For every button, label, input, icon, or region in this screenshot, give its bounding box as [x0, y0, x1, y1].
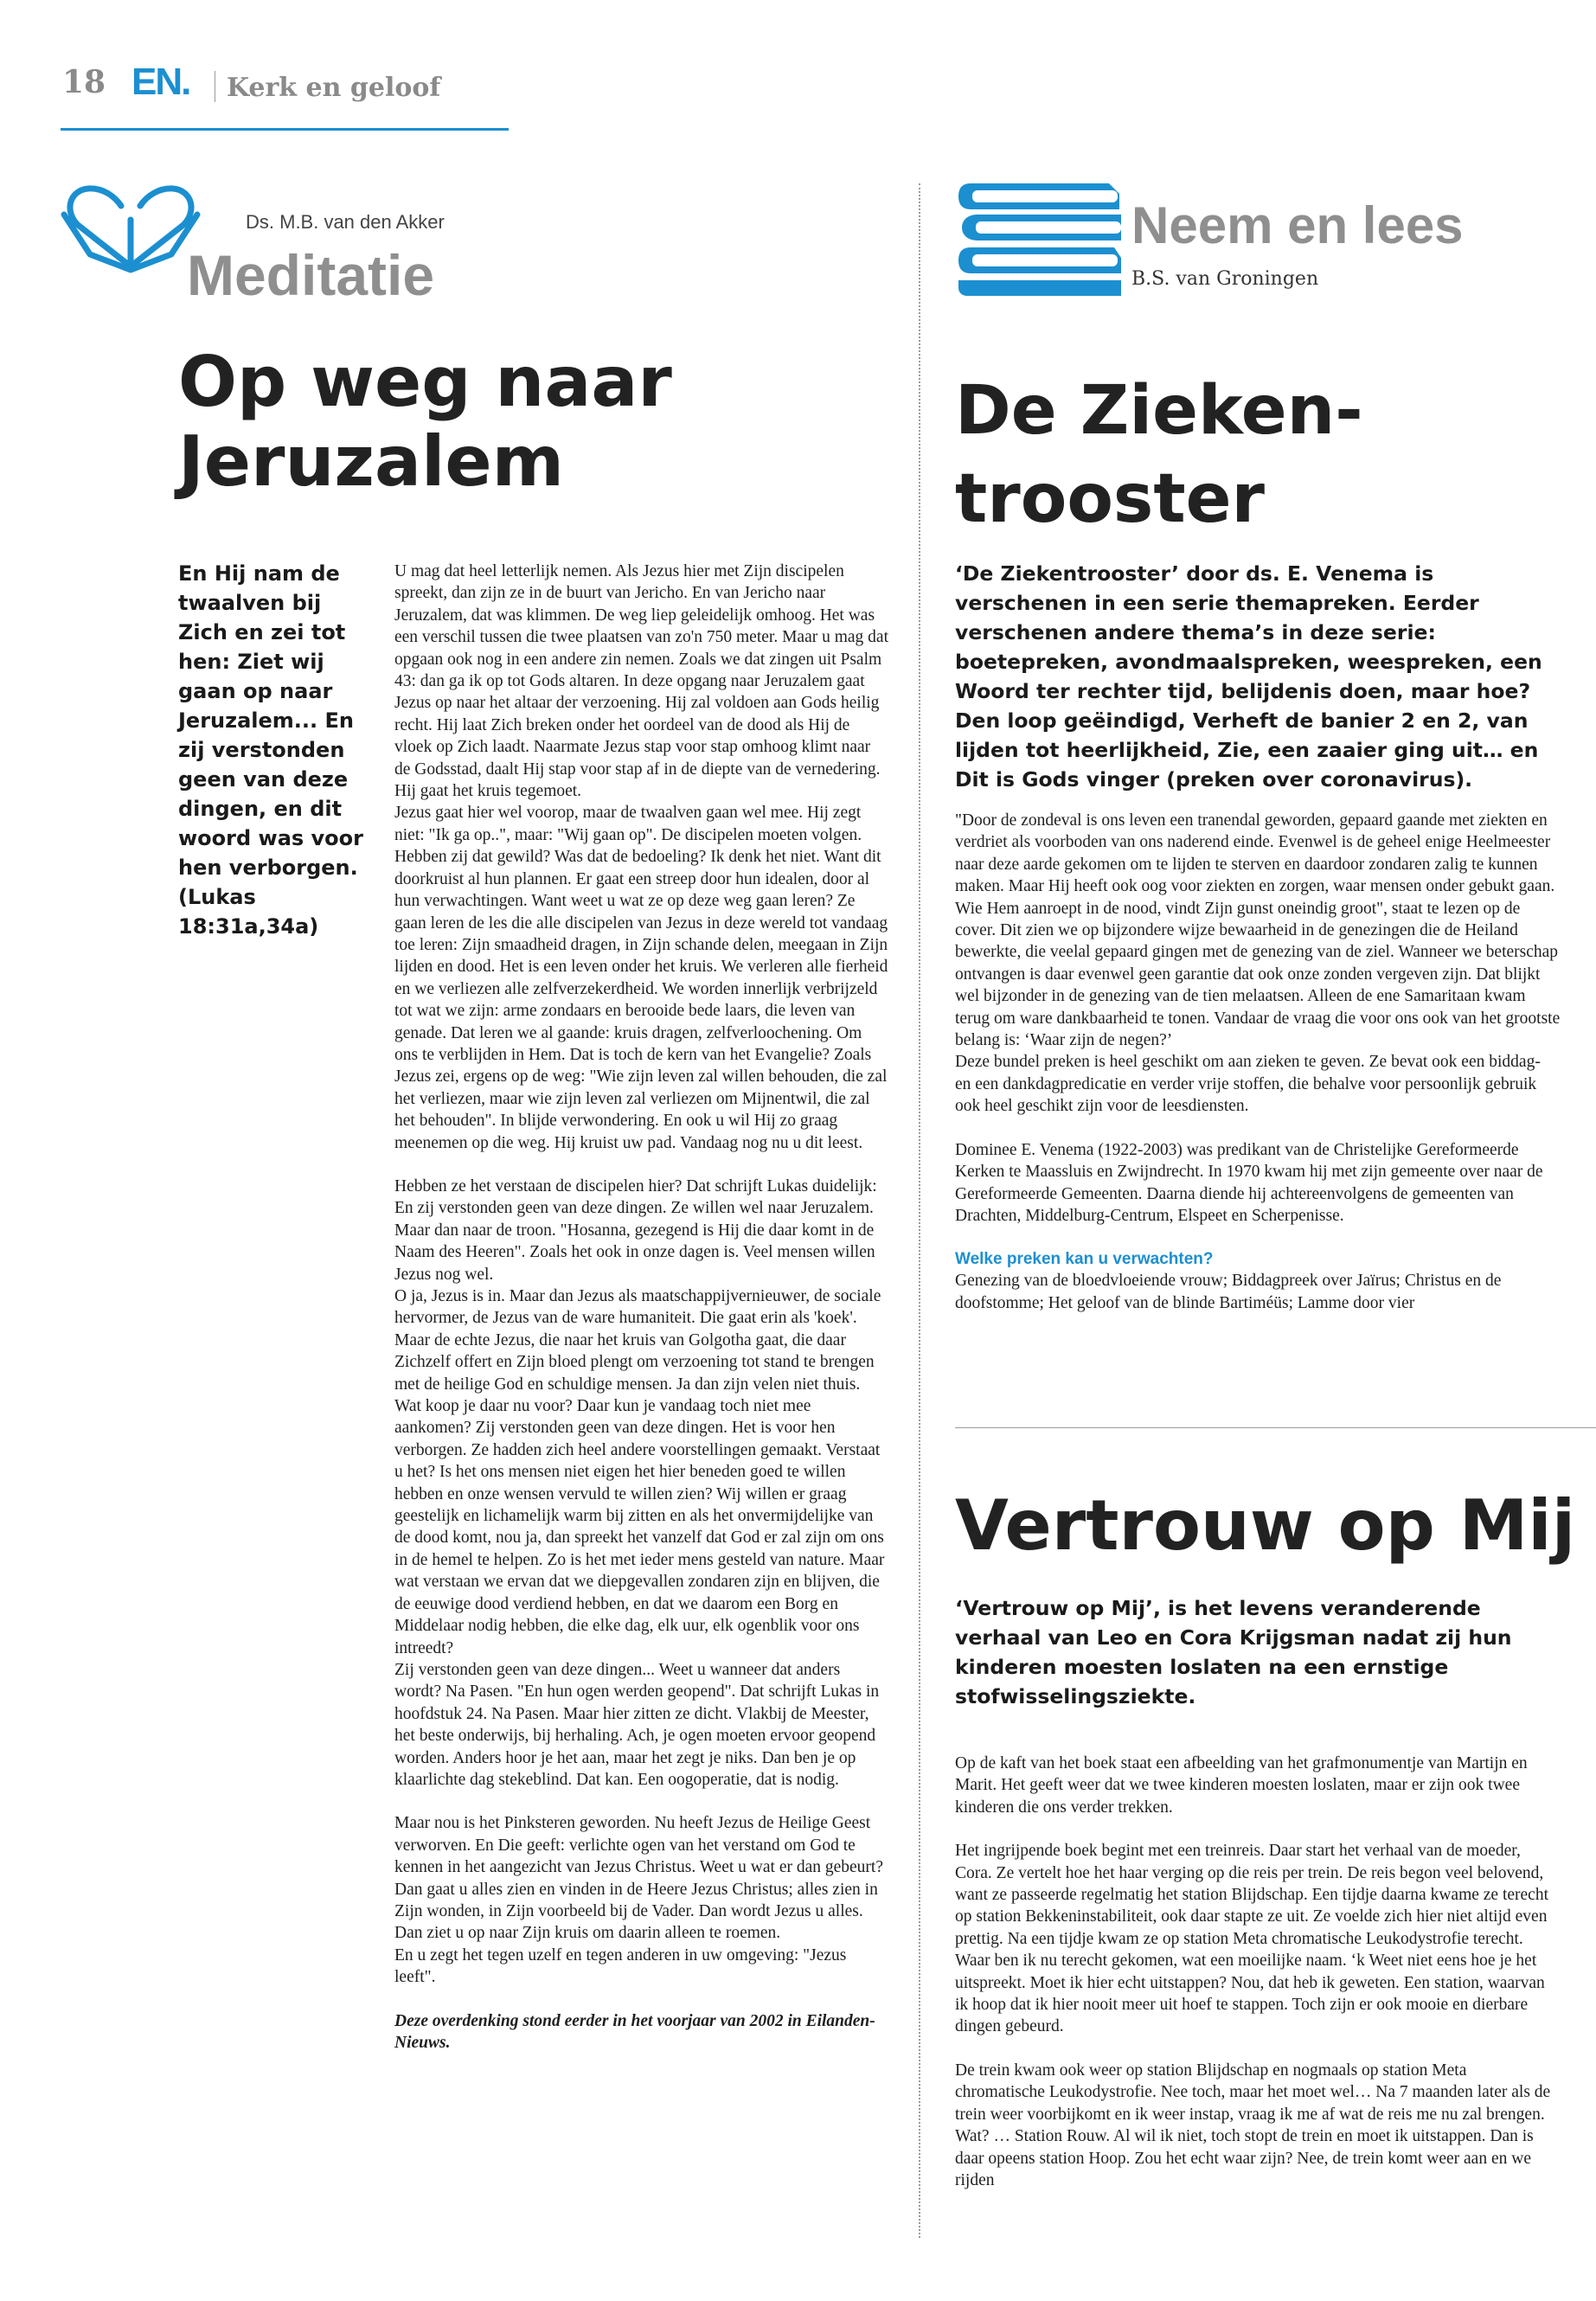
page-number: 18 [62, 64, 106, 100]
article-paragraph: Genezing van de bloedvloeiende vrouw; Biddagpreek over Jaïrus; Christus en de doofstomme; Het geloof van de blinde Bartiméüs; Lamme door vier [955, 1272, 1502, 1312]
meditatie-author: Ds. M.B. van den Akker [246, 211, 445, 233]
meditatie-title: Op weg naar Jeruzalem [178, 342, 672, 502]
stacked-books-icon [955, 180, 1125, 299]
article-title: Vertrouw op Mij [955, 1485, 1576, 1566]
article-paragraph: Dominee E. Venema (1922-2003) was predikant van de Christelijke Gereformeerde Kerken te Maassluis en Zwijndrecht. In 1970 kwam hij met zijn gemeente over naar de Gereformeerde Gemeenten. Daarna diende hij achtereenvolgens de gemeenten van Drachten, Middelburg-Centrum, Elspeet en Scherpenisse. [955, 1140, 1543, 1225]
open-book-heart-icon [61, 180, 201, 275]
meditatie-paragraph: O ja, Jezus is in. Maar dan Jezus als maatschappijvernieuwer, de sociale hervormer, de Jezus van de ware humaniteit. Die gaat erin als 'koek'. Maar de echte Jezus, die naar het kruis van Golgotha gaat, die daar Zichzelf offert en Zijn bloed plengt om verzoening tot stand te brengen met de heilige God en schuldige mensen. Ja dan zijn velen niet thuis. Wat koop je daar nu voor? Daar kun je vandaag toch niet mee aankomen? Zij verstonden geen van deze dingen. Het is voor hen verborgen. Ze hadden zich heel andere voorstellingen gemaakt. Verstaat u het? Is het ons mensen niet eigen het hier beneden goed te willen hebben en onze wensen vervuld te willen zien? Wij willen er graag geestelijk en lichamelijk warm bij zitten en als het onvermijdelijke van de dood komt, nou ja, dan spreekt het vanzelf dat God er zal zijn om ons in de hemel te helpen. Zo is het met ieder mens gesteld van nature. Maar wat verstaan we ervan dat we diepgevallen zondaren zijn en blijven, die de eeuwige dood verdiend hebben, en dat we daarom een Borg en Middelaar nodig hebben, die elke dag, elk uur, elk ogenblik voor ons intreedt? [394, 1287, 885, 1657]
article-body [955, 810, 1561, 1314]
article-title: De Zieken-trooster [955, 372, 1363, 538]
meditatie-paragraph: Zij verstonden geen van deze dingen... Weet u wanneer dat anders wordt? Na Pasen. "En hun ogen werden geopend". Dat schrijft Lukas in hoofdstuk 24. Na Pasen. Maar hier zitten ze dicht. Vlakbij de Meester, het beste onderwijs, bij herhaling. Ach, je ogen moeten ervoor geopend worden. Anders hoor je het aan, maar het zegt je niks. Dan ben je op klaarlichte dag stekeblind. Dat kan. Een oogoperatie, dat is nodig. [394, 1660, 880, 1789]
meditatie-body [394, 561, 889, 2054]
article-paragraph: "Door de zondeval is ons leven een tranendal geworden, gepaard gaande met ziekten en verdriet als voorboden van ons naderend einde. Evenwel is de geheel enige Heelmeester naar deze aarde gekomen om te lijden te sterven en daardoor zondaren zalig te kunnen maken. Maar Hij heeft ook oog voor ziekten en zorgen, waar mensen onder gebukt gaan. Wie Hem aanroept in de nood, vindt Zijn gunst oneindig groot", staat te lezen op de cover. Dit zien we op bijzondere wijze bewaarheid in de genezingen die de Heiland bewerkte, die veelal gepaard gingen met de genezing van de ziel. Wanneer we beterschap ontvangen is daar evenwel geen garantie dat ook onze zonden vergeven zijn. Dat blijkt wel bijzonder in de genezing van de tien melaatsen. Alleen de ene Samaritaan kwam terug om ware dankbaarheid te tonen. Vandaar de vraag die voor ons ook van het grootste belang is: ‘Waar zijn de negen?’ [955, 811, 1561, 1050]
source-note: Deze overdenking stond eerder in het voorjaar van 2002 in Eilanden-Nieuws. [394, 2011, 875, 2052]
article-paragraph: Deze bundel preken is heel geschikt om aan zieken te geven. Ze bevat ook een biddag- en een dankdagpredicatie en verder vrije stoffen, die behalve voor persoonlijk gebruik ook heel geschikt zijn voor de leesdiensten. [955, 1053, 1541, 1116]
article-separator [955, 1427, 1596, 1428]
article-paragraph: Het ingrijpende boek begint met een treinreis. Daar start het verhaal van de moeder, Cora. Ze vertelt hoe het haar verging op die reis per trein. De reis begon veel belovend, want ze passeerde regelmatig het station Blijdschap. Een tijdje daarna kwame ze terecht op station Bekkeninstabiliteit, ook daar stapte ze uit. Ze voelde zich hier niet altijd even prettig. Na een tijdje kwam ze op station Meta chromatische Leukodystrofie terecht. Waar ben ik nu terecht gekomen, wat een moeilijke naam. ‘k Weet niet eens hoe je het uitspreekt. Moet ik hier echt uitstappen? Nou, dat heb ik geweten. Een station, waarvan ik hoop dat ik hier nooit meer uit hoef te stappen. Toch zijn er ook mooie en dierbare dingen gebeurd. [955, 1842, 1549, 2036]
article-paragraph: Op de kaft van het boek staat een afbeelding van het grafmonumentje van Martijn en Marit. Het geeft weer dat we twee kinderen moesten loslaten, maar er zijn ook twee kinderen die ons verder trekken. [955, 1754, 1528, 1817]
meditatie-paragraph: En u zegt het tegen uzelf en tegen anderen in uw omgeving: "Jezus leeft". [394, 1945, 847, 1987]
scripture-quote: En Hij nam de twaalven bij Zich en zei tot hen: Ziet wij gaan op naar Jeruzalem... En zij verstonden geen van deze dingen, en dit woord was voor hen verborgen. (Lukas 18:31a,34a) [178, 561, 363, 939]
publication-logo: EN. [131, 61, 190, 103]
meditatie-kicker: Meditatie [187, 243, 435, 307]
article-paragraph: De trein kwam ook weer op station Blijdschap en nogmaals op station Meta chromatische Leukodystrofie. Nee toch, maar het moet wel… Na 7 maanden later als de trein weer voorbijkomt en ik weer instap, vraag ik me af wat de reis me nu zal brengen. Wat? … Station Rouw. Al wil ik niet, toch stopt de trein en moet ik uitstappen. Dan is daar opeens station Hoop. Zou het echt waar zijn? Nee, de trein komt weer aan en we rijden [955, 2061, 1551, 2189]
column-divider [919, 183, 920, 2238]
header-rule [61, 128, 509, 131]
article-intro: ‘Vertrouw op Mij’, is het levens veranderende verhaal van Leo en Cora Krijgsman nadat zij hun kinderen moesten loslaten na een ernstige stofwisselingsziekte. [955, 1596, 1512, 1708]
article-subheading: Welke preken kan u verwachten? [955, 1250, 1214, 1269]
meditatie-paragraph: Jezus gaat hier wel voorop, maar de twaalven gaan wel mee. Hij zegt niet: "Ik ga op..", maar: "Wij gaan op". De discipelen moeten volgen. Hebben zij dat gewild? Was dat de bedoeling? Ik denk het niet. Want dit doorkruist al hun plannen. Er gaat een streep door hun idealen, door al hun verwachtingen. Want weet u wat ze op deze weg gaan leren? Ze gaan leren de les die alle discipelen van Jezus in deze wereld tot vandaag toe leren: Zijn smaadheid dragen, in Zijn schande delen, meegaan in Zijn lijden en dood. Het is een leven onder het kruis. We verleren alle fierheid en we verliezen alle zelfverzekerdheid. We worden innerlijk verbrijzeld tot wat we zijn: arme zondaars en berooide bede laars, die leven van genade. Dat leren we al gaande: kruis dragen, zelfverloochening. Om ons te verblijden in Hem. Dat is toch de kern van het Evangelie? Zoals Jezus zei, ergens op de weg: "Wie zijn leven zal willen behouden, die zal het verliezen, maar wie zijn leven zal verliezen om Mijnentwil, die zal het behouden". In blijde verwondering. En ook u wil Hij zo graag meenemen op die weg. Hij kruist uw pad. Vandaag nog nu u dit leest. [394, 804, 888, 1152]
article-body [955, 1753, 1561, 2191]
meditatie-paragraph: Hebben ze het verstaan de discipelen hier? Dat schrijft Lukas duidelijk: En zij verstonden geen van deze dingen. Ze willen wel naar Jeruzalem. Maar dan naar de troon. "Hosanna, gezegend is Hij die daar komt in de Naam des Heeren". Zoals het ook in onze dagen is. Veel mensen willen Jezus nog wel. [394, 1176, 877, 1284]
article-intro: ‘De Ziekentrooster’ door ds. E. Venema is verschenen in een serie themapreken. Eerder verschenen andere thema’s in deze serie: boetepreken, avondmaalspreken, weespreken, een Woord ter rechter tijd, belijdenis doen, maar hoe? Den loop geëindigd, Verheft de banier 2 en 2, van lijden tot heerlijkheid, Zie, een zaaier ging uit… en Dit is Gods vinger (preken over coronavirus). [955, 561, 1542, 792]
section-label: Kerk en geloof [227, 73, 441, 103]
neem-en-lees-kicker: Neem en lees [1131, 196, 1464, 254]
neem-en-lees-author: B.S. van Groningen [1131, 268, 1319, 290]
meditatie-paragraph: U mag dat heel letterlijk nemen. Als Jezus hier met Zijn discipelen spreekt, dan zijn ze in de buurt van Jericho. En van Jericho naar Jeruzalem, dat was klimmen. De weg liep geleidelijk omhoog. Het was een verschil tussen die twee plaatsen van zo'n 750 meter. Maar u mag dat opgaan ook nog in een andere zin nemen. Zoals we dat zingen uit Psalm 43: dan ga ik op tot Gods altaren. In deze opgang naar Jeruzalem gaat Jezus op naar het altaar der verzoening. Hij zal voldoen aan Gods heilig recht. Hij laat Zich breken onder het oordeel van de dood als Hij de vloek op Zich laadt. Naarmate Jezus stap voor stap omhoog klimt naar de Godsstad, daalt Hij stap voor stap af in de diepte van de vernedering. Hij gaat het kruis tegemoet. [394, 562, 888, 801]
meditatie-paragraph: Maar nou is het Pinksteren geworden. Nu heeft Jezus de Heilige Geest verworven. En Die geeft: verlichte ogen van het verstand om God te kennen in het aangezicht van Jezus Christus. Weet u wat er dan gebeurt? Dan gaat u alles zien en vinden in de Heere Jezus Christus; alles zien in Zijn wonden, in Zijn voorbeeld bij de Vader. Dan wordt Jezus u alles. Dan ziet u op naar Zijn kruis om daarin alleen te roemen. [394, 1814, 883, 1943]
